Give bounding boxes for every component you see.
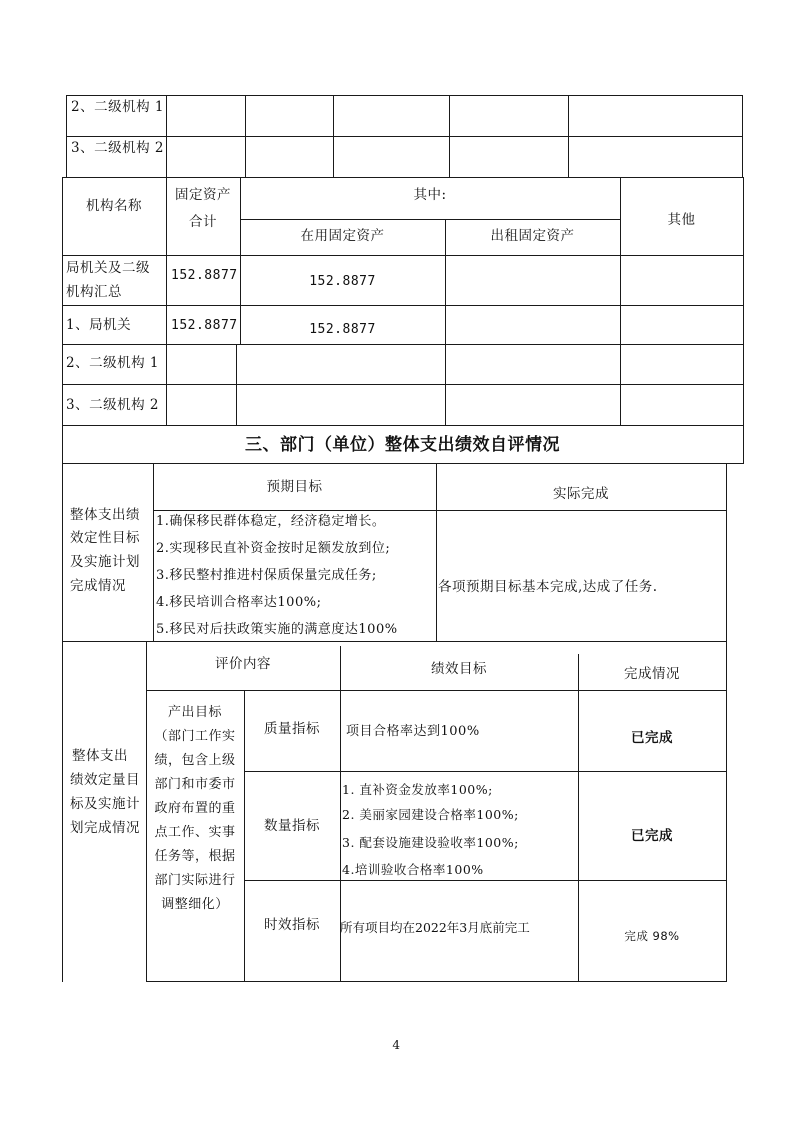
quant-label: 绩效定量目 <box>70 772 140 788</box>
actual-result: 各项预期目标基本完成,达成了任务. <box>438 579 658 595</box>
output-label: 调整细化） <box>161 897 229 912</box>
output-label: （部门工作实 <box>154 729 236 744</box>
table-row: 3、二级机构 2 <box>71 140 164 156</box>
table-cell: 152.8877 <box>309 274 376 289</box>
target-item: 1. 直补资金发放率100%; <box>342 782 493 797</box>
output-label: 任务等，根据 <box>154 849 236 864</box>
list-item: 2.实现移民直补资金按时足额发放到位; <box>156 541 391 556</box>
table-cell: 2、二级机构 1 <box>66 355 159 371</box>
col-header-inuse: 在用固定资产 <box>300 228 385 244</box>
target-item: 项目合格率达到100% <box>346 724 480 739</box>
table-cell: 152.8877 <box>309 322 376 337</box>
list-item: 1.确保移民群体稳定，经济稳定增长。 <box>156 514 386 529</box>
col-header-content: 评价内容 <box>215 656 271 672</box>
table-cell: 机构汇总 <box>66 284 122 300</box>
output-label: 政府布置的重 <box>154 801 236 816</box>
col-header-total: 固定资产 <box>175 187 231 203</box>
col-header-status: 完成情况 <box>624 666 680 682</box>
qual-label: 及实施计划 <box>70 554 140 570</box>
page-number: 4 <box>392 1038 401 1052</box>
status-badge: 已完成 <box>631 730 673 746</box>
output-label: 产出目标 <box>167 705 222 720</box>
table-cell: 152.8877 <box>171 318 238 333</box>
table-cell: 152.8877 <box>171 268 238 283</box>
target-item: 4.培训验收合格率100% <box>342 862 484 877</box>
indicator-name: 质量指标 <box>264 721 320 737</box>
qual-label: 完成情况 <box>70 578 126 594</box>
col-header-total: 合计 <box>189 214 217 230</box>
status-badge: 已完成 <box>631 828 673 844</box>
col-header-among: 其中: <box>413 187 447 203</box>
output-label: 部门实际进行 <box>154 873 236 888</box>
list-item: 4.移民培训合格率达100%; <box>156 595 322 610</box>
table-cell: 1、局机关 <box>66 317 132 333</box>
col-header-actual: 实际完成 <box>553 486 609 502</box>
output-label: 点工作、实事 <box>154 825 236 840</box>
table-row: 2、二级机构 1 <box>71 99 164 115</box>
indicator-name: 时效指标 <box>264 917 320 933</box>
list-item: 3.移民整村推进村保质保量完成任务; <box>156 568 377 583</box>
output-label: 绩，包含上级 <box>154 753 236 768</box>
col-header-other: 其他 <box>667 212 696 228</box>
target-item: 3. 配套设施建设验收率100%; <box>342 835 519 850</box>
section-title: 三、部门（单位）整体支出绩效自评情况 <box>245 435 560 455</box>
col-header-name: 机构名称 <box>86 198 142 214</box>
quant-label: 标及实施计 <box>70 796 140 812</box>
output-label: 部门和市委市 <box>154 777 236 792</box>
target-item: 2. 美丽家园建设合格率100%; <box>342 807 519 822</box>
quant-label: 整体支出 <box>72 748 128 764</box>
status-badge: 完成 98% <box>624 929 680 943</box>
col-header-expected: 预期目标 <box>266 479 323 495</box>
table-cell: 局机关及二级 <box>66 260 150 276</box>
col-header-target: 绩效目标 <box>431 661 487 677</box>
list-item: 5.移民对后扶政策实施的满意度达100% <box>156 622 398 637</box>
indicator-name: 数量指标 <box>264 818 320 834</box>
col-header-rent: 出租固定资产 <box>490 228 575 244</box>
qual-label: 效定性目标 <box>70 530 140 546</box>
quant-label: 划完成情况 <box>70 820 140 836</box>
table-cell: 3、二级机构 2 <box>66 397 159 413</box>
qual-label: 整体支出绩 <box>70 507 140 523</box>
target-item: 所有项目均在2022年3月底前完工 <box>340 920 530 935</box>
